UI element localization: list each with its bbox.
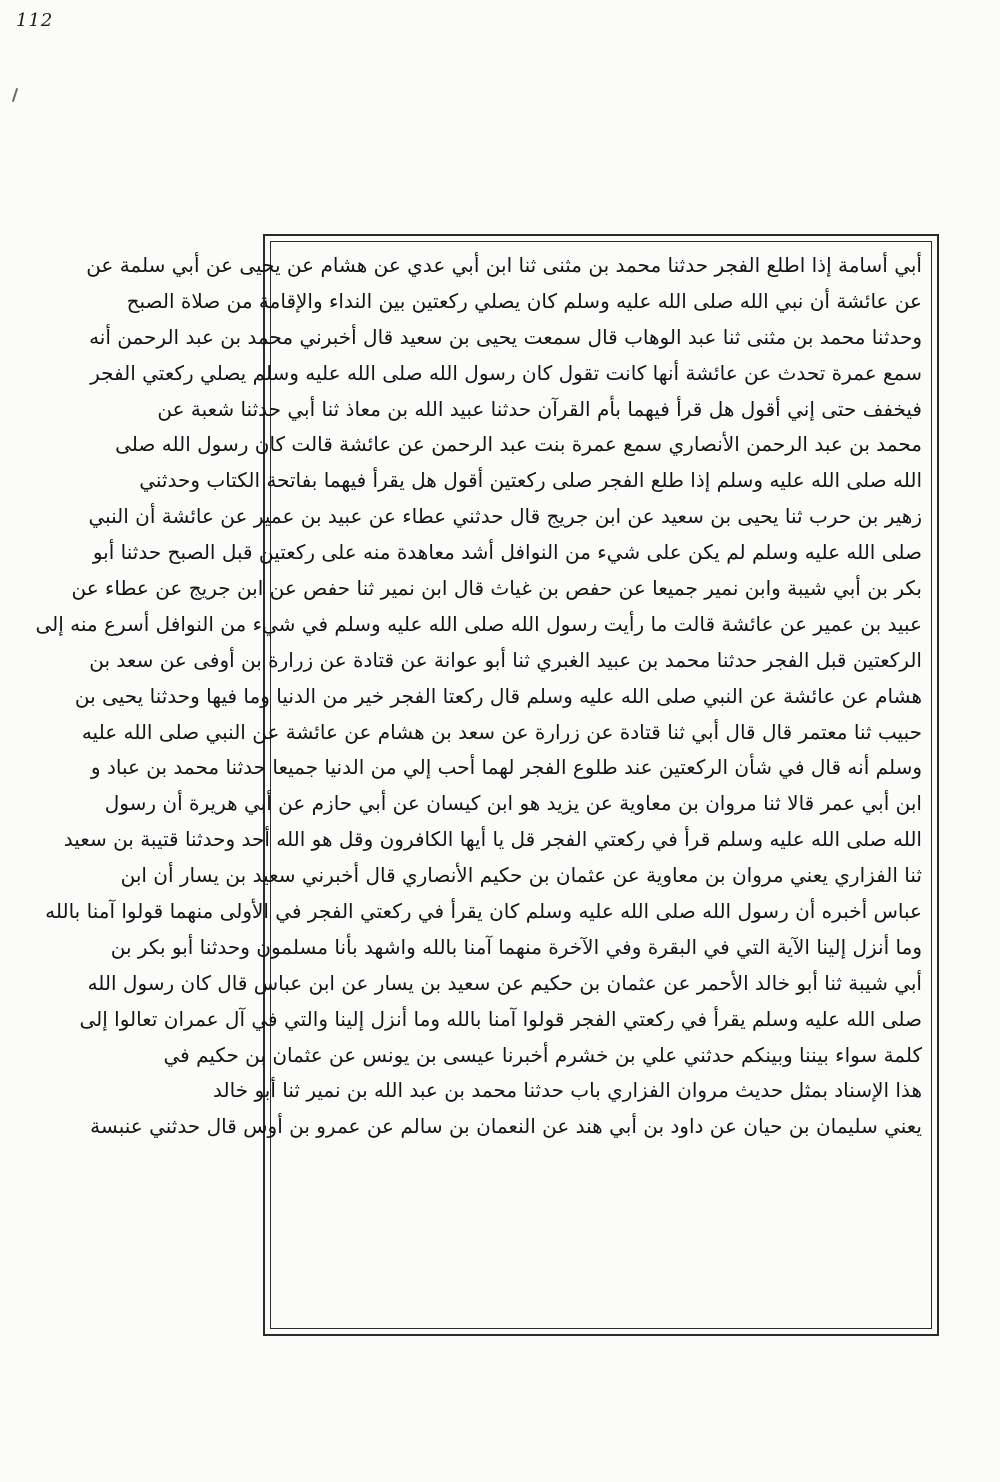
text-line-17: الله صلى الله عليه وسلم قرأ في ركعتي الفجر قل يا أيها الكافرون وقل هو الله أحد وحدثنا قتيبة بن سعيد [63, 827, 922, 852]
text-line-25: يعني سليمان بن حيان عن داود بن أبي هند عن النعمان بن سالم عن عمرو بن أوس قال حدثني عنبسة [90, 1114, 922, 1139]
text-line-2: عن عائشة أن نبي الله صلى الله عليه وسلم كان يصلي ركعتين بين النداء والإقامة من صلاة الصبح [126, 288, 922, 313]
text-line-15: وسلم أنه قال في شأن الركعتين عند طلوع الفجر لهما أحب إلي من الدنيا جميعا حدثنا محمد بن عباد و [90, 755, 922, 780]
text-line-21: أبي شيبة ثنا أبو خالد الأحمر عن عثمان بن حكيم عن سعيد بن يسار عن ابن عباس قال كان رسول الله [87, 970, 922, 995]
margin-mark [12, 88, 18, 102]
text-line-24: هذا الإسناد بمثل حديث مروان الفزاري باب حدثنا محمد بن عبد الله بن نمير ثنا أبو خالد [213, 1078, 922, 1103]
text-line-13: هشام عن عائشة عن النبي صلى الله عليه وسلم قال ركعتا الفجر خير من الدنيا وما فيها وحدثنا يحيى بن [74, 683, 922, 708]
text-line-22: صلى الله عليه وسلم يقرأ في ركعتي الفجر قولوا آمنا بالله وما أنزل إلينا والتي في آل عمران تعالوا إلى [79, 1006, 922, 1031]
text-line-20: وما أنزل إلينا الآية التي في البقرة وفي الآخرة منهما آمنا بالله واشهد بأنا مسلمون وحدثنا أبو بكر بن [110, 934, 922, 959]
text-line-11: عبيد بن عمير عن عائشة قالت ما رأيت رسول الله صلى الله عليه وسلم في شيء من النوافل أسرع منه إلى [35, 611, 922, 636]
text-line-9: صلى الله عليه وسلم لم يكن على شيء من النوافل أشد معاهدة منه على ركعتين قبل الصبح حدثنا أبو [92, 540, 922, 565]
manuscript-text-block [35, 248, 922, 1324]
text-line-14: حبيب ثنا معتمر قال قال أبي ثنا قتادة عن زرارة عن سعد بن هشام عن عائشة عن النبي صلى الله عليه [81, 719, 922, 744]
text-line-19: عباس أخبره أن رسول الله صلى الله عليه وسلم كان يقرأ في ركعتي الفجر في الأولى منهما قولوا آمنا بالله [45, 899, 922, 924]
text-line-4: سمع عمرة تحدث عن عائشة أنها كانت تقول كان رسول الله صلى الله عليه وسلم يصلي ركعتي الفجر [90, 360, 922, 385]
page-number: 112 [16, 10, 54, 31]
text-line-7: الله صلى الله عليه وسلم إذا طلع الفجر صلى ركعتين أقول هل يقرأ فيهما بفاتحة الكتاب وحدثني [139, 468, 922, 493]
text-line-18: ثنا الفزاري يعني مروان بن معاوية عن عثمان بن حكيم الأنصاري قال أخبرني سعيد بن يسار أن ابن [120, 863, 922, 888]
text-line-12: الركعتين قبل الفجر حدثنا محمد بن عبيد الغبري ثنا أبو عوانة عن قتادة عن زرارة بن أوفى عن سعد بن [89, 647, 922, 672]
text-line-5: فيخفف حتى إني أقول هل قرأ فيهما بأم القرآن حدثنا عبيد الله بن معاذ ثنا أبي حدثنا شعبة عن [157, 396, 922, 421]
text-line-8: زهير بن حرب ثنا يحيى بن سعيد عن ابن جريج قال حدثني عطاء عن عبيد بن عمير عن عائشة أن النبي [88, 504, 922, 529]
text-line-1: أبي أسامة إذا اطلع الفجر حدثنا محمد بن مثنى ثنا ابن أبي عدي عن هشام عن يحيى عن أبي سلمة عن [86, 253, 922, 277]
text-line-16: ابن أبي عمر قالا ثنا مروان بن معاوية عن يزيد هو ابن كيسان عن أبي حازم عن أبي هريرة أن رسول [104, 791, 922, 816]
text-line-6: محمد بن عبد الرحمن الأنصاري سمع عمرة بنت عبد الرحمن عن عائشة قالت كان رسول الله صلى [115, 432, 922, 457]
text-line-3: وحدثنا محمد بن مثنى ثنا عبد الوهاب قال سمعت يحيى بن سعيد قال أخبرني محمد بن عبد الرحمن أنه [89, 324, 922, 349]
text-line-23: كلمة سواء بيننا وبينكم حدثني علي بن خشرم أخبرنا عيسى بن يونس عن عثمان بن حكيم في [163, 1042, 922, 1067]
text-line-10: بكر بن أبي شيبة وابن نمير جميعا عن حفص بن غياث قال ابن نمير ثنا حفص عن ابن جريج عن عطاء عن [71, 576, 922, 601]
